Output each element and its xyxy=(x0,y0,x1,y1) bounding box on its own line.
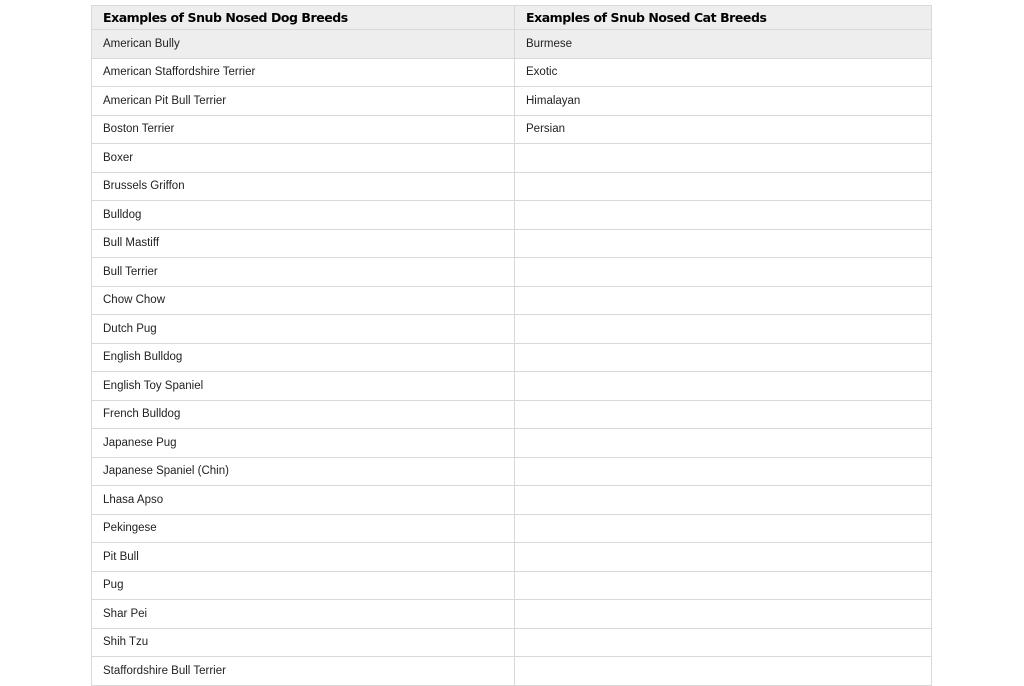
dog-breed-cell: Pug xyxy=(92,571,515,600)
table-row xyxy=(92,144,932,173)
dog-breed-cell: Bull Terrier xyxy=(92,258,515,287)
table-row xyxy=(92,30,932,59)
table-row xyxy=(92,543,932,572)
cat-breed-cell xyxy=(515,628,932,657)
table-header xyxy=(92,6,932,30)
dog-breeds-header: Examples of Snub Nosed Dog Breeds xyxy=(92,6,515,30)
cat-breed-cell xyxy=(515,201,932,230)
cat-breed-cell xyxy=(515,543,932,572)
cat-breed-cell xyxy=(515,657,932,686)
cat-breed-cell xyxy=(515,343,932,372)
dog-breed-cell: Dutch Pug xyxy=(92,315,515,344)
cat-breed-cell xyxy=(515,144,932,173)
cat-breed-cell xyxy=(515,571,932,600)
cat-breed-cell: Persian xyxy=(515,115,932,144)
dog-breed-cell: Staffordshire Bull Terrier xyxy=(92,657,515,686)
table-row xyxy=(92,258,932,287)
table-row xyxy=(92,657,932,686)
table-row xyxy=(92,229,932,258)
table-row xyxy=(92,172,932,201)
table-row xyxy=(92,372,932,401)
table-row xyxy=(92,429,932,458)
dog-breed-cell: Bull Mastiff xyxy=(92,229,515,258)
table-row xyxy=(92,201,932,230)
table-row xyxy=(92,315,932,344)
breeds-table xyxy=(91,5,932,686)
dog-breed-cell: Bulldog xyxy=(92,201,515,230)
cat-breed-cell: Burmese xyxy=(515,30,932,59)
cat-breed-cell xyxy=(515,172,932,201)
cat-breed-cell xyxy=(515,457,932,486)
table-row xyxy=(92,571,932,600)
table-row xyxy=(92,514,932,543)
cat-breed-cell xyxy=(515,286,932,315)
table-row xyxy=(92,286,932,315)
cat-breed-cell xyxy=(515,429,932,458)
cat-breed-cell xyxy=(515,315,932,344)
dog-breed-cell: Boxer xyxy=(92,144,515,173)
cat-breed-cell xyxy=(515,400,932,429)
table-row xyxy=(92,628,932,657)
header-row xyxy=(92,6,932,30)
dog-breed-cell: English Toy Spaniel xyxy=(92,372,515,401)
dog-breed-cell: Lhasa Apso xyxy=(92,486,515,515)
dog-breed-cell: French Bulldog xyxy=(92,400,515,429)
dog-breed-cell: Boston Terrier xyxy=(92,115,515,144)
dog-breed-cell: Japanese Pug xyxy=(92,429,515,458)
dog-breed-cell: American Bully xyxy=(92,30,515,59)
cat-breed-cell xyxy=(515,372,932,401)
cat-breeds-header: Examples of Snub Nosed Cat Breeds xyxy=(515,6,932,30)
dog-breed-cell: English Bulldog xyxy=(92,343,515,372)
table-row xyxy=(92,115,932,144)
dog-breed-cell: Japanese Spaniel (Chin) xyxy=(92,457,515,486)
dog-breed-cell: Pit Bull xyxy=(92,543,515,572)
dog-breed-cell: Brussels Griffon xyxy=(92,172,515,201)
dog-breed-cell: American Staffordshire Terrier xyxy=(92,58,515,87)
cat-breed-cell xyxy=(515,514,932,543)
dog-breed-cell: American Pit Bull Terrier xyxy=(92,87,515,116)
cat-breed-cell: Exotic xyxy=(515,58,932,87)
dog-breed-cell: Pekingese xyxy=(92,514,515,543)
cat-breed-cell: Himalayan xyxy=(515,87,932,116)
dog-breed-cell: Shar Pei xyxy=(92,600,515,629)
table-row xyxy=(92,400,932,429)
table-row xyxy=(92,58,932,87)
dog-breed-cell: Shih Tzu xyxy=(92,628,515,657)
table-row xyxy=(92,600,932,629)
cat-breed-cell xyxy=(515,229,932,258)
breeds-table-container xyxy=(91,5,931,686)
table-body xyxy=(92,30,932,686)
table-row xyxy=(92,343,932,372)
table-row xyxy=(92,457,932,486)
cat-breed-cell xyxy=(515,258,932,287)
cat-breed-cell xyxy=(515,486,932,515)
table-row xyxy=(92,87,932,116)
dog-breed-cell: Chow Chow xyxy=(92,286,515,315)
table-row xyxy=(92,486,932,515)
cat-breed-cell xyxy=(515,600,932,629)
